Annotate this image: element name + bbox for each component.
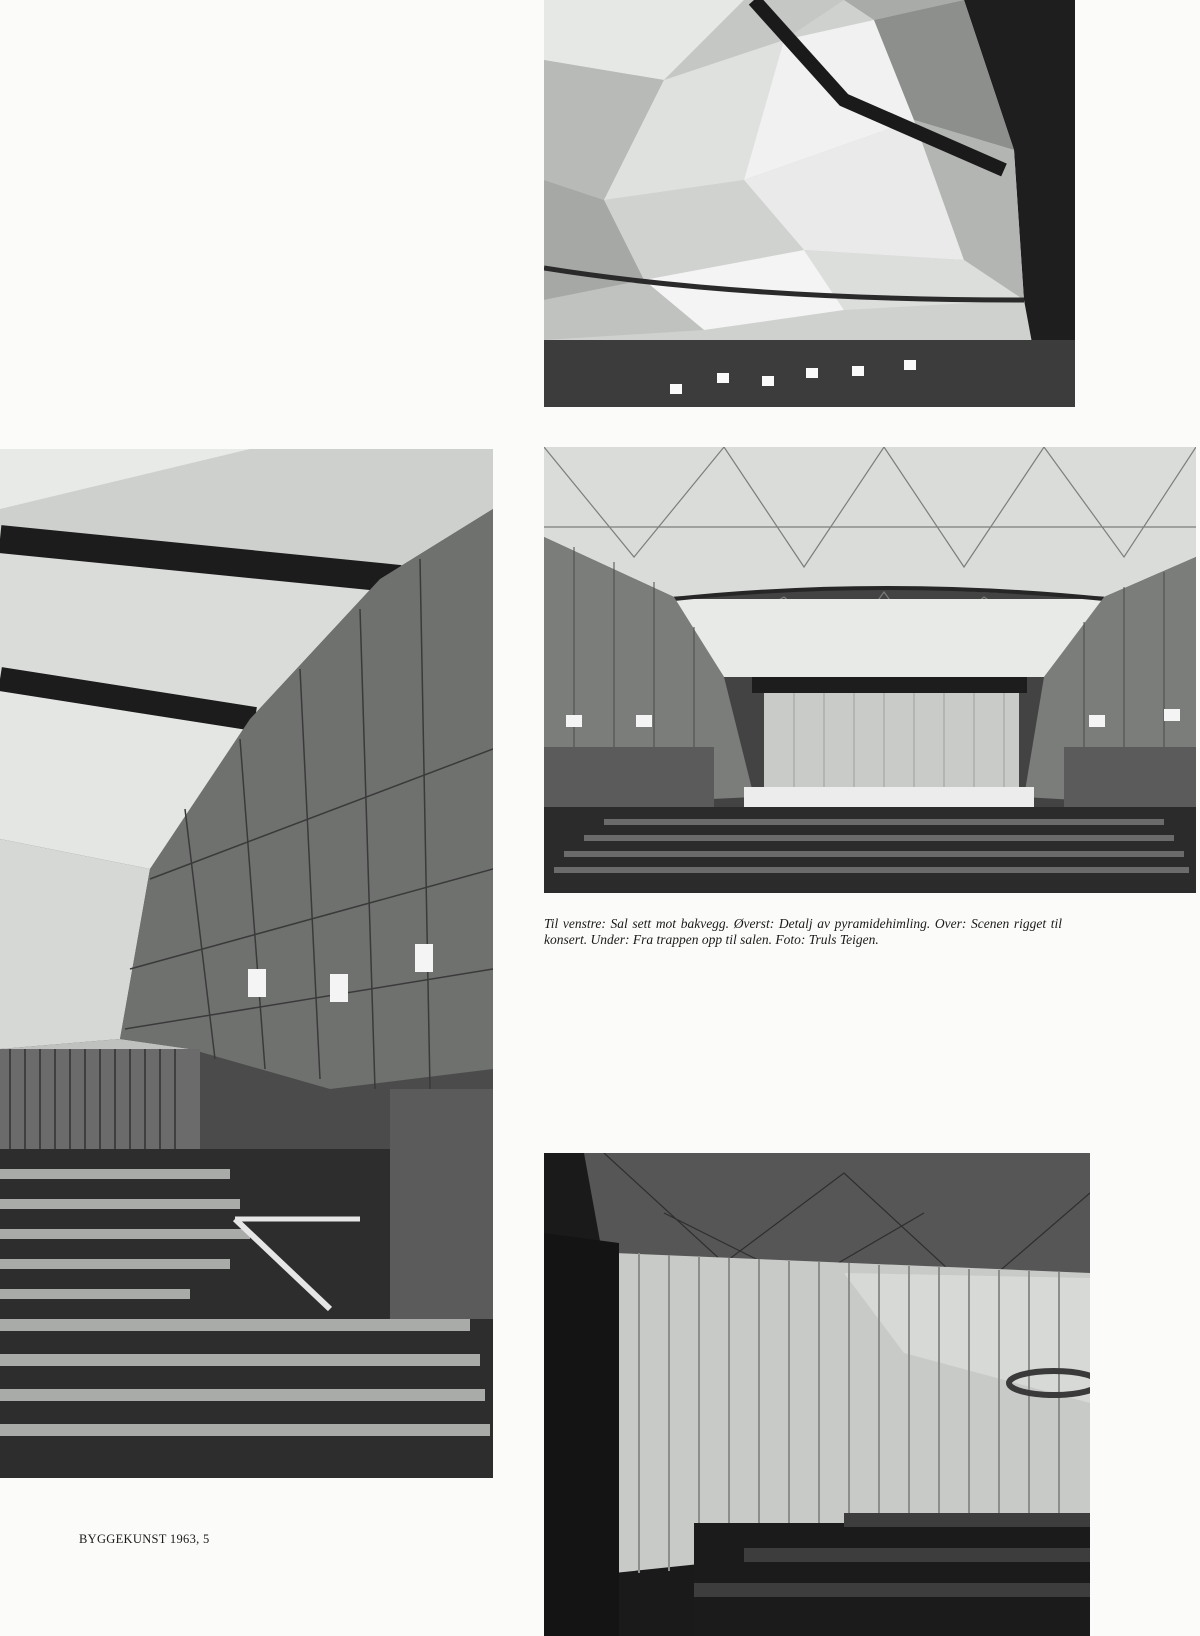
photo-stage-concert-setup — [544, 447, 1196, 893]
photo-caption: Til venstre: Sal sett mot bakvegg. Øverst: Detalj av pyramidehimling. Over: Scenen rigget til konsert. Under: Fra trappen opp til salen. Foto: Truls Teigen. — [544, 916, 1062, 947]
photo-hall-towards-back-wall — [0, 449, 493, 1478]
photo-pyramid-ceiling-detail — [544, 0, 1075, 407]
journal-footer: BYGGEKUNST 1963, 5 — [79, 1532, 210, 1546]
photo-curtain-from-staircase — [544, 1153, 1090, 1636]
